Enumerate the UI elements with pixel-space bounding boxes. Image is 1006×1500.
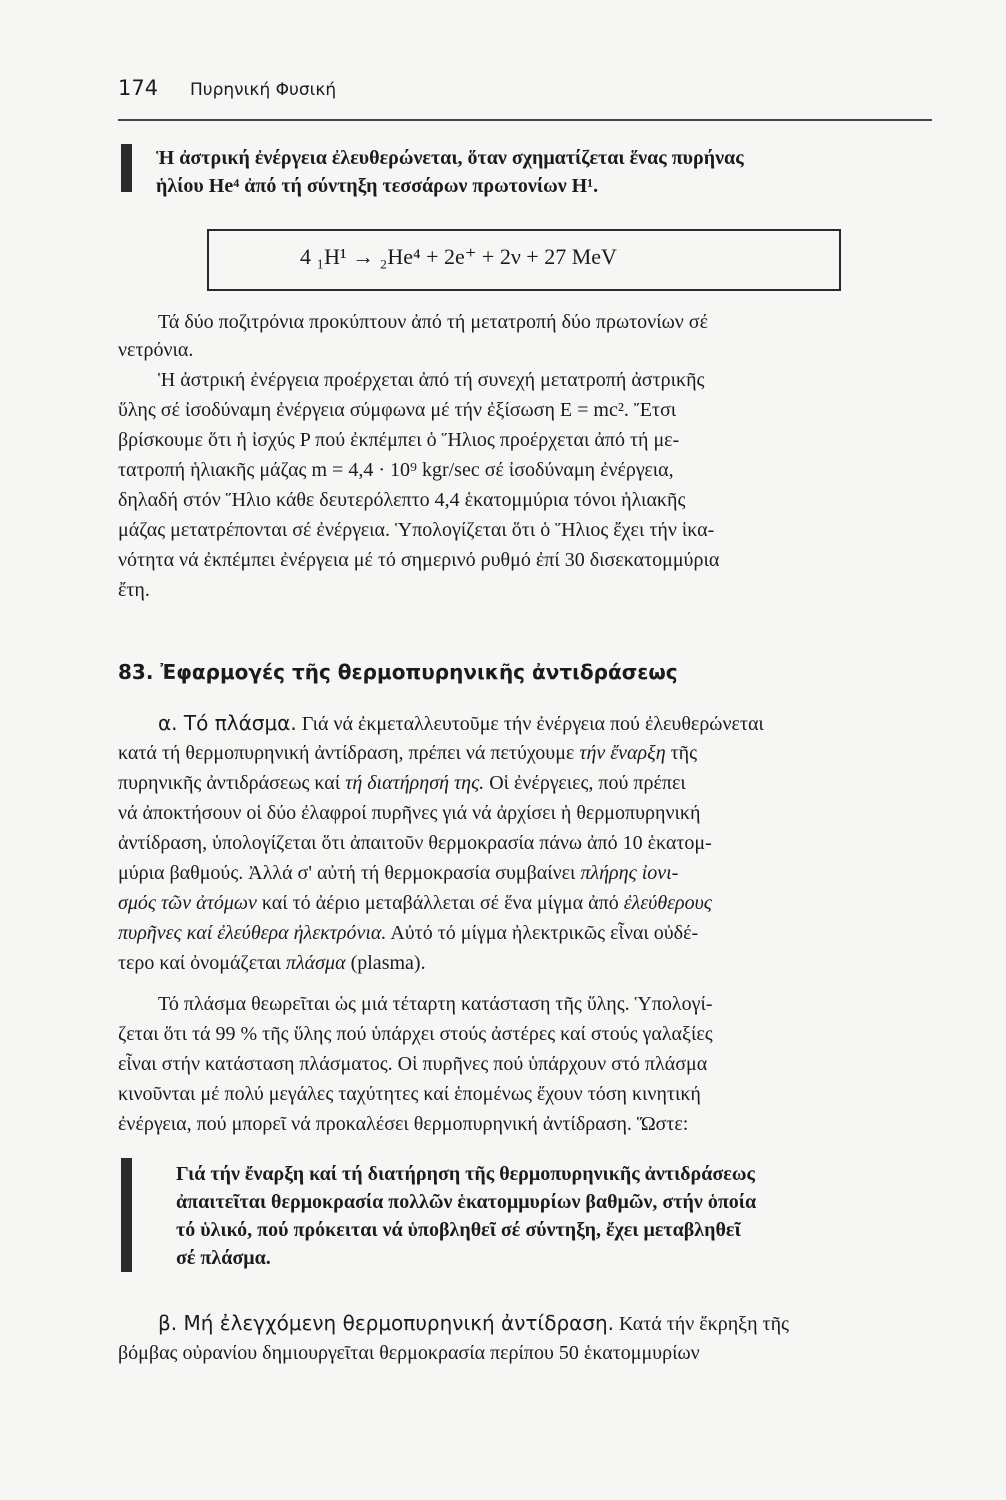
text-run: μύρια βαθμούς. Ἀλλά σ' αὐτή τή θερμοκρασία συμβαίνει [118,862,576,884]
highlight-line: τό ὑλικό, πού πρόκειται νά ὑποβληθεῖ σέ σύντηξη, ἔχει μεταβληθεῖ [176,1219,741,1241]
text-line: ζεται ὅτι τά 99 % τῆς ὕλης πού ὑπάρχει στούς ἀστέρες καί στούς γαλαξίες [118,1023,713,1045]
text-line: Ἡ ἀστρική ἐνέργεια προέρχεται ἀπό τή συνεχή μετατροπή ἀστρικῆς [158,369,705,391]
text-line [118,951,426,975]
text-line: ἔτη. [118,579,150,601]
highlight-bar [121,144,132,192]
text-line [158,1311,789,1336]
text-line [118,741,697,765]
text-line: μάζας μετατρέπονται σέ ἐνέργεια. Ὑπολογίζεται ὅτι ὁ Ἥλιος ἔχει τήν ἱκα- [118,519,715,541]
section-heading [118,660,678,684]
text-line: εἶναι στήν κατάσταση πλάσματος. Οἱ πυρῆνες πού ὑπάρχουν στό πλάσμα [118,1053,708,1075]
text-line [158,711,764,736]
text-run: (plasma). [350,952,426,974]
text-line [118,891,712,915]
subsection-a-label: α. Τό πλάσμα. [158,711,297,735]
text-line: τατροπή ἡλιακῆς μάζας m = 4,4 · 10⁹ kgr/sec σέ ἰσοδύναμη ἐνέργεια, [118,459,674,481]
text-line: δηλαδή στόν Ἥλιο κάθε δευτερόλεπτο 4,4 ἑκατομμύρια τόνοι ἡλιακῆς [118,489,686,511]
emphasis: πλήρης ἰονι- [580,862,679,884]
text-run: τερο καί ὀνομάζεται [118,952,281,974]
highlight-line: Ἡ ἀστρική ἐνέργεια ἐλευθερώνεται, ὅταν σχηματίζεται ἕνας πυρήνας [156,147,744,169]
text-run: Κατά τήν ἔκρηξη τῆς [614,1313,789,1335]
text-run: Οἱ ἐνέργειες, πού πρέπει [489,772,686,794]
text-line [118,921,698,945]
text-line: ἀντίδραση, ὑπολογίζεται ὅτι ἀπαιτοῦν θερμοκρασία πάνω ἀπό 10 ἑκατομ- [118,832,712,854]
page-header [118,74,932,110]
header-rule [118,119,932,121]
emphasis: πλάσμα [286,952,346,974]
text-line: Τό πλάσμα θεωρεῖται ὡς μιά τέταρτη κατάσταση τῆς ὕλης. Ὑπολογί- [158,993,713,1015]
text-run: Αὐτό τό μίγμα ἠλεκτρικῶς εἶναι οὐδέ- [390,922,699,944]
text-run: κατά τή θερμοπυρηνική ἀντίδραση, πρέπει νά πετύχουμε [118,742,575,764]
running-title: Πυρηνική Φυσική [190,80,337,100]
highlight-line: σέ πλάσμα. [176,1247,271,1269]
highlight-line: ἡλίου He⁴ ἀπό τή σύντηξη τεσσάρων πρωτονίων H¹. [156,175,599,197]
text-line: βρίσκουμε ὅτι ἡ ἰσχύς P πού ἐκπέμπει ὁ Ἥλιος προέρχεται ἀπό τή με- [118,429,680,451]
emphasis: τήν ἔναρξη [579,742,666,764]
text-run: τῆς [670,742,698,764]
highlight-line: Γιά τήν ἔναρξη καί τή διατήρηση τῆς θερμοπυρηνικῆς ἀντιδράσεως [176,1163,755,1185]
text-line: νετρόνια. [118,339,194,361]
text-line: ἐνέργεια, πού μπορεῖ νά προκαλέσει θερμοπυρηνική ἀντίδραση. Ὥστε: [118,1113,689,1135]
emphasis: ἐλεύθερους [623,892,712,914]
text-line: κινοῦνται μέ πολύ μεγάλες ταχύτητες καί ἑπομένως ἔχουν τόση κινητική [118,1083,701,1105]
text-line: Τά δύο ποζιτρόνια προκύπτουν ἀπό τή μετατροπή δύο πρωτονίων σέ [158,311,708,333]
page-number: 174 [118,76,159,100]
highlight-line: ἀπαιτεῖται θερμοκρασία πολλῶν ἑκατομμυρίων βαθμῶν, στήν ὁποία [176,1191,757,1213]
text-line [118,771,686,795]
emphasis: σμός τῶν ἀτόμων [118,892,257,914]
highlight-bar [121,1158,132,1272]
text-line: ὕλης σέ ἰσοδύναμη ἐνέργεια σύμφωνα μέ τήν ἐξίσωση E = mc². Ἔτσι [118,399,677,421]
section-title: Ἐφαρμογές τῆς θερμοπυρηνικῆς ἀντιδράσεως [160,660,678,684]
emphasis: πυρῆνες καί ἐλεύθερα ἠλεκτρόνια. [118,922,387,944]
text-line: νότητα νά ἐκπέμπει ἐνέργεια μέ τό σημερινό ρυθμό ἐπί 30 δισεκατομμύρια [118,549,720,571]
text-run: πυρηνικῆς ἀντιδράσεως καί [118,772,341,794]
text-run: καί τό ἀέριο μεταβάλλεται σέ ἕνα μίγμα ἀπό [261,892,619,914]
text-line: βόμβας οὐρανίου δημιουργεῖται θερμοκρασία περίπου 50 ἑκατομμυρίων [118,1342,700,1364]
text-line: νά ἀποκτήσουν οἱ δύο ἐλαφροί πυρῆνες γιά νά ἀρχίσει ἡ θερμοπυρηνική [118,802,701,824]
emphasis: τή διατήρησή της. [345,772,485,794]
section-number: 83. [118,660,154,684]
text-run: Γιά νά ἐκμεταλλευτοῦμε τήν ἐνέργεια πού ἐλευθερώνεται [296,713,764,735]
subsection-b-label: β. Μή ἐλεγχόμενη θερμοπυρηνική ἀντίδραση. [158,1311,615,1335]
text-line [118,861,678,885]
fusion-equation: 4 ₁H¹ → ₂He⁴ + 2e⁺ + 2ν + 27 MeV [300,244,617,269]
